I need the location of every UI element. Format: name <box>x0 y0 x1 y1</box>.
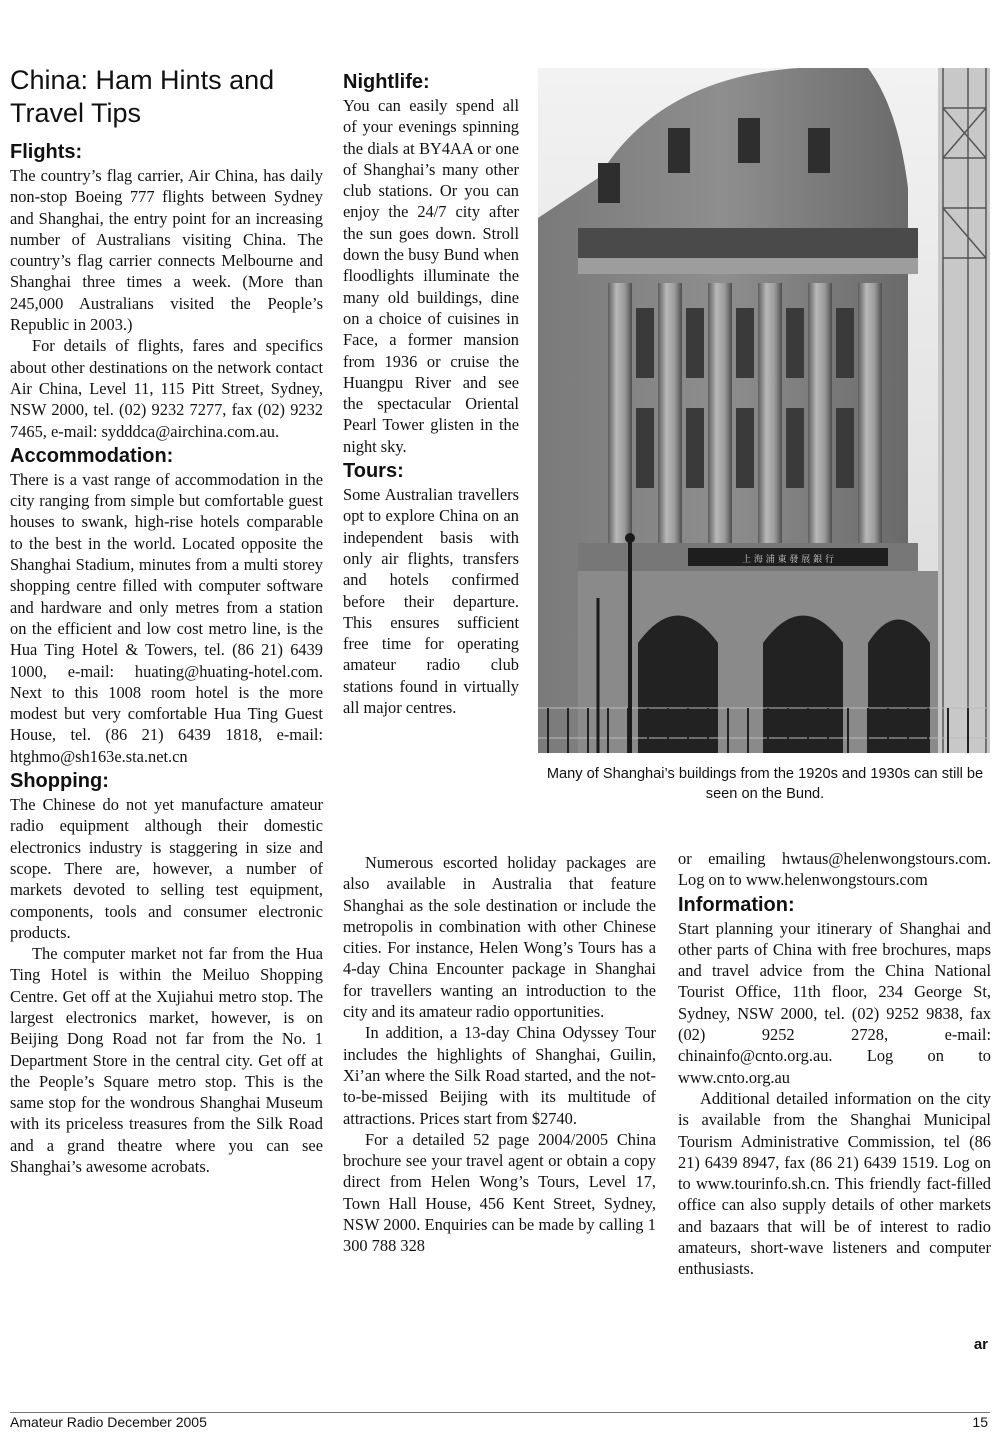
footer-rule <box>10 1412 990 1413</box>
article-signoff: ar <box>973 1336 988 1353</box>
tours-heading: Tours: <box>343 460 404 483</box>
photo-caption: Many of Shanghai’s buildings from the 1920s and 1930s can still be seen on the Bund. <box>546 766 984 802</box>
article-title: China: Ham Hints and Travel Tips <box>10 65 275 128</box>
footer-publication: Amateur Radio December 2005 <box>10 1414 207 1430</box>
column-1 <box>10 138 323 1177</box>
column-2-top <box>343 68 519 718</box>
footer-page-number: 15 <box>972 1414 988 1430</box>
flights-paragraph-1: The country’s flag carrier, Air China, has daily non-stop Boeing 777 flights between Sydney and Shanghai, the entry point for an increasing number of Australians visiting China. The country’s flag carrier connects Melbourne and Shanghai three times a week. (More than 245,000 Australians visited the People’s Republic in 2003.) <box>10 166 323 335</box>
tours-paragraph-1: Some Australian travellers opt to explore China on an independent basis with only air flights, transfers and hotels confirmed before their departure. This ensures sufficient free time for operating amateur radio club stations found in virtually all major centres. <box>343 485 519 718</box>
accommodation-heading: Accommodation: <box>10 444 174 467</box>
tours-paragraph-5: or emailing hwtaus@helenwongstours.com. Log on to www.helenwongstours.com <box>678 849 991 890</box>
information-paragraph-2: Additional detailed information on the city is available from the Shanghai Municipal Tourism Administrative Commission, tel (86 21) 6439 8947, fax (86 21) 6439 1519. Log on to www.tourinfo.sh.cn. This friendly fact-filled office can also supply details of other markets and bazaars that will be of interest to radio amateurs, short-wave listeners and computer enthusiasts. <box>678 1088 991 1279</box>
bund-building-image <box>538 68 990 753</box>
tours-paragraph-2: Numerous escorted holiday packages are also available in Australia that feature Shanghai as the sole destination or include the metropolis in combination with other Chinese cities. For instance, Helen Wong’s Tours has a 4-day China Encounter package in Shanghai for travellers wanting an introduction to the city and its amateur radio opportunities. <box>343 853 656 1022</box>
information-heading: Information: <box>678 893 795 916</box>
shopping-heading: Shopping: <box>10 770 109 793</box>
column-2-bottom <box>343 852 656 1257</box>
column-3 <box>678 848 991 1280</box>
accommodation-paragraph-1: There is a vast range of accommodation in the city ranging from simple but comfortable guest houses to swank, high-rise hotels comparable to the best in the world. Located opposite the Shanghai Stadium, minutes from a multi storey shopping centre filled with computer software and hardware and only metres from a station on the efficient and low cost metro line, is the Hua Ting Hotel & Towers, tel. (86 21) 6439 1000, e-mail: huating@huating-hotel.com. Next to this 1008 room hotel is the more modest but very comfortable Hua Ting Guest House, tel. (86 21) 6439 1818, e-mail: htghmo@sh163e.sta.net.cn <box>10 469 323 766</box>
nightlife-paragraph-1: You can easily spend all of your evenings spinning the dials at BY4AA or one of Shanghai’s many other club stations. Or you can enjoy the 24/7 city after the sun goes down. Stroll down the busy Bund when floodlights illuminate the many old buildings, dine on a choice of cuisines in Face, a former mansion from 1936 or cruise the Huangpu River and see the spectacular Oriental Pearl Tower glisten in the night sky. <box>343 96 519 456</box>
flights-paragraph-2: For details of flights, fares and specifics about other destinations on the network contact Air China, Level 11, 115 Pitt Street, Sydney, NSW 2000, tel. (02) 9232 7277, fax (02) 9232 7465, e-mail: sydddca@airchina.com.au. <box>10 336 323 441</box>
flights-heading: Flights: <box>10 141 83 163</box>
bank-sign-text: 上 海 浦 東 發 展 銀 行 <box>741 555 835 565</box>
tours-paragraph-4: For a detailed 52 page 2004/2005 China brochure see your travel agent or obtain a copy direct from Helen Wong’s Tours, Level 17, Town Hall House, 456 Kent Street, Sydney, NSW 2000. Enquiries can be made by calling 1 300 788 328 <box>343 1129 656 1256</box>
information-paragraph-1: Start planning your itinerary of Shanghai and other parts of China with free brochures, maps and travel advice from the China National Tourist Office, 11th floor, 234 George St, Sydney, NSW 2000, tel. (02) 9252 9838, fax (02) 9252 2728, e-mail: chinainfo@cnto.org.au. Log on to www.cnto.org.au <box>678 918 991 1087</box>
nightlife-heading: Nightlife: <box>343 71 430 93</box>
shopping-paragraph-1: The Chinese do not yet manufacture amateur radio equipment although their domestic electronics industry is staggering in size and scope. There are, however, a number of markets devoted to selling test equipment, components, tools and consumer electronic products. <box>10 795 323 942</box>
bund-building-photo <box>538 68 990 753</box>
tours-paragraph-3: In addition, a 13-day China Odyssey Tour includes the highlights of Shanghai, Guilin, Xi’an where the Silk Road started, and the not-to-be-missed Beijing with its multitude of attractions. Prices start from $2740. <box>343 1023 656 1128</box>
shopping-paragraph-2: The computer market not far from the Hua Ting Hotel is within the Meiluo Shopping Centre. Get off at the Xujiahui metro stop. The largest electronics market, however, is on Beijing Dong Road not far from the No. 1 Department Store in the central city. Get off at the People’s Square metro stop. This is the same stop for the wondrous Shanghai Museum with its priceless treasures from the Silk Road and a grand theatre where you can see Shanghai’s awesome acrobats. <box>10 944 323 1177</box>
